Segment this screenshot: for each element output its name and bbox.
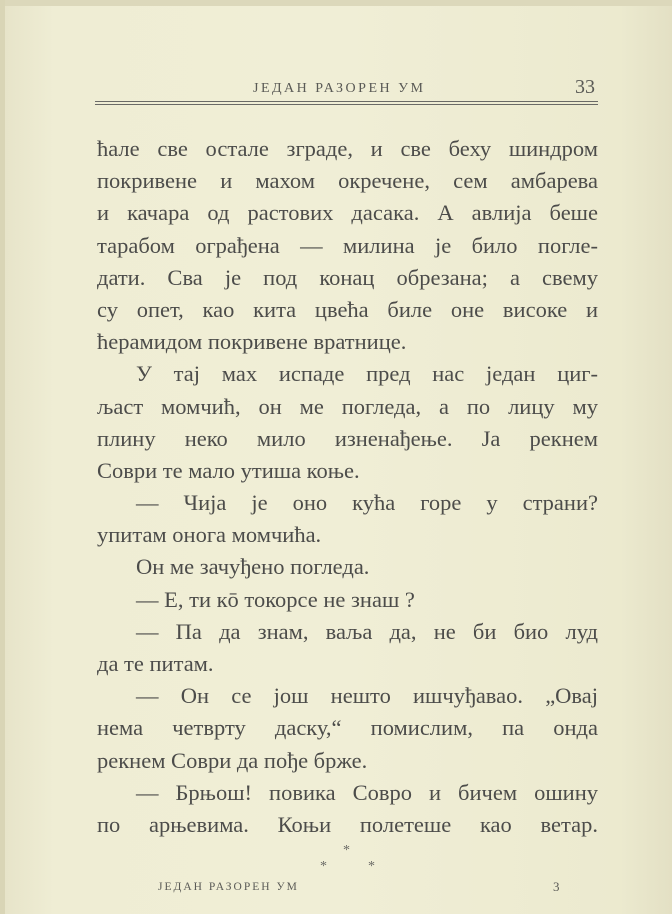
footer-signature-number: 3 [553,879,560,894]
page-top-edge [0,0,672,6]
text-line: и качара од растових дасака. А авлија беше [97,200,598,226]
text-line: нема четврту даску,“ помислим, па онда [97,715,598,741]
text-line: Он ме зачуђено погледа. [136,554,370,580]
text-line: упитам онога момчића. [97,522,322,548]
body-text [97,133,598,841]
text-line: плину неко мило изненађење. Ја рекнем [97,425,598,451]
text-line: — Он се још нешто ишчуђавао. „Овај [136,683,598,709]
text-line: дати. Сва је под конац обрезана; а свему [97,264,598,290]
text-line: рекнем Соври да пође брже. [97,747,368,773]
text-line: ћале све остале зграде, и све беху шиндром [97,136,598,161]
text-line: покривене и махом окречене, сем амбарева [97,168,598,194]
asterisk-ornament: * [368,859,375,874]
asterisk-ornament: * [320,859,327,874]
page-number: 33 [575,76,595,98]
text-line: су опет, као кита цвећа биле оне високе и [97,296,598,322]
text-line: по арњевима. Коњи полетеше као ветар. [97,811,598,837]
asterisk-ornament: * [343,843,350,858]
running-title: ЈЕДАН РАЗОРЕН УМ [253,81,426,96]
footer-signature-title: ЈЕДАН РАЗОРЕН УМ [158,881,299,893]
section-ornament [0,843,672,883]
header-rule-top [95,101,598,102]
page-left-edge [0,0,5,914]
text-line: ћерамидом покривене вратнице. [97,329,407,355]
text-line: да те питам. [97,651,214,676]
running-header [95,78,598,100]
header-rule-bottom [95,104,598,105]
text-line: — Па да знам, ваља да, не би био луд [136,618,598,644]
text-line: љаст момчић, он ме погледа, а по лицу му [97,393,598,419]
text-line: — Е, ти кō токорсе не знаш ? [136,586,415,612]
text-line: тарабом ограђена — милина је било погле- [97,232,598,258]
text-line: У тај мах испаде пред нас један циг- [136,361,598,387]
text-line: — Брњош! повика Совро и бичем ошину [136,779,598,805]
text-line: Соври те мало утиша коње. [97,457,360,483]
text-line: — Чија је оно кућа горе у страни? [136,490,598,516]
